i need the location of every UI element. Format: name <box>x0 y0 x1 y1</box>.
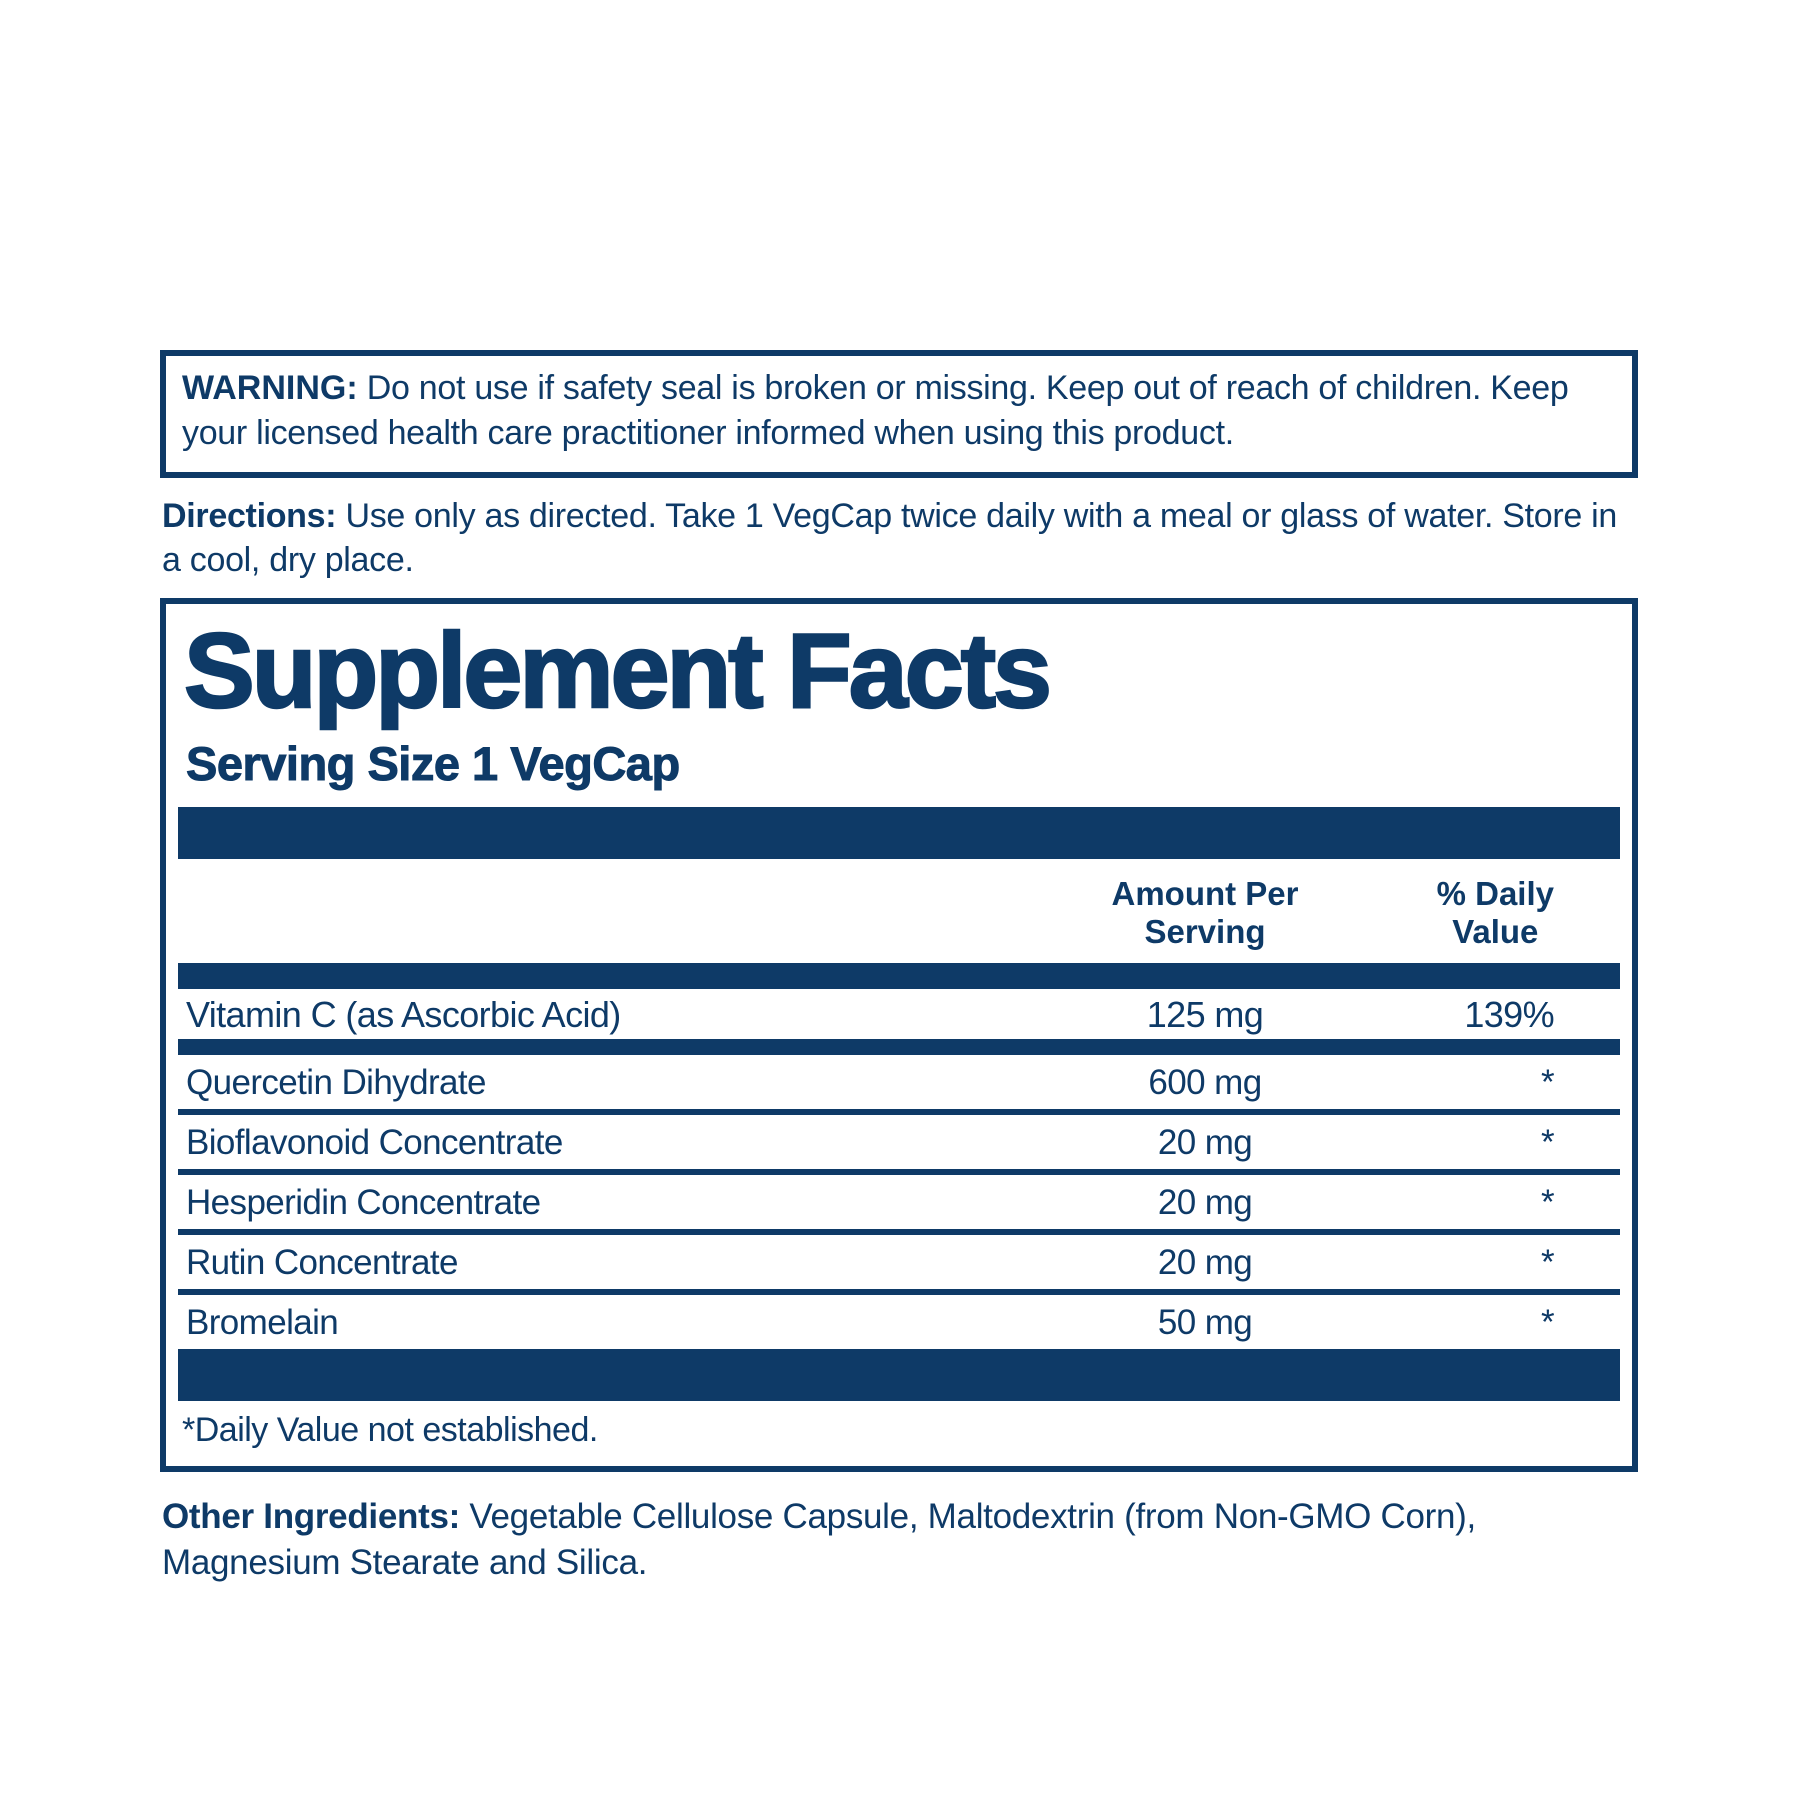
serving-size: Serving Size 1 VegCap <box>186 737 680 791</box>
nutrient-daily: * <box>1540 1063 1554 1102</box>
other-ingredients-label: Other Ingredients: <box>162 1497 460 1536</box>
divider-bar-under-headers <box>178 963 1620 989</box>
nutrient-daily: * <box>1540 1123 1554 1162</box>
warning-label: WARNING: <box>182 369 358 407</box>
daily-value-footnote: *Daily Value not established. <box>182 1411 598 1449</box>
divider-bar-bottom <box>178 1349 1620 1401</box>
supplement-facts-panel <box>160 598 1638 1472</box>
warning-box <box>160 350 1638 478</box>
panel-title: Supplement Facts <box>184 612 1049 731</box>
nutrient-amount: 20 mg <box>1157 1123 1253 1162</box>
table-row <box>178 1235 1620 1289</box>
header-daily-value <box>1370 875 1620 951</box>
table-row <box>178 989 1620 1039</box>
nutrient-daily: * <box>1540 1243 1554 1282</box>
divider-bar-top <box>178 807 1620 859</box>
header-daily-line2: Value <box>1452 913 1539 951</box>
nutrient-amount: 20 mg <box>1157 1183 1253 1222</box>
directions-text: Use only as directed. Take 1 VegCap twice daily with a meal or glass of water. Store in a cool, dry place. <box>162 496 1618 579</box>
nutrient-amount: 125 mg <box>1146 994 1264 1035</box>
header-amount-line2: Serving <box>1144 913 1266 951</box>
nutrient-name: Vitamin C (as Ascorbic Acid) <box>186 994 621 1035</box>
directions-label: Directions: <box>162 496 337 535</box>
table-row <box>178 1295 1620 1349</box>
nutrient-amount: 50 mg <box>1157 1303 1253 1342</box>
divider-bar-under-vitamin-c <box>178 1039 1620 1055</box>
nutrient-amount: 600 mg <box>1148 1063 1262 1102</box>
header-amount-line1: Amount Per <box>1111 875 1299 913</box>
table-row <box>178 1115 1620 1169</box>
nutrient-name: Rutin Concentrate <box>186 1243 458 1282</box>
nutrient-daily: * <box>1540 1303 1554 1342</box>
nutrient-daily: * <box>1540 1183 1554 1222</box>
table-row <box>178 1175 1620 1229</box>
other-ingredients-text: Vegetable Cellulose Capsule, Maltodextrin (from Non-GMO Corn), Magnesium Stearate and Silica. <box>162 1497 1476 1582</box>
warning-text: Do not use if safety seal is broken or missing. Keep out of reach of children. Keep your licensed health care practitioner informed when using this product. <box>182 369 1569 452</box>
directions-paragraph <box>160 494 1638 582</box>
header-daily-line1: % Daily <box>1436 875 1554 913</box>
nutrient-amount: 20 mg <box>1157 1243 1253 1282</box>
label-content <box>160 350 1638 1585</box>
header-daily-inner <box>1437 875 1554 951</box>
other-ingredients-paragraph <box>160 1494 1614 1585</box>
nutrient-name: Hesperidin Concentrate <box>186 1183 541 1222</box>
nutrient-name: Bioflavonoid Concentrate <box>186 1123 563 1162</box>
nutrient-name: Quercetin Dihydrate <box>186 1063 486 1102</box>
nutrient-daily: 139% <box>1464 994 1554 1035</box>
header-amount-per-serving <box>1040 875 1370 951</box>
table-row <box>178 1055 1620 1109</box>
table-header-row <box>178 859 1620 963</box>
nutrient-name: Bromelain <box>186 1303 339 1342</box>
